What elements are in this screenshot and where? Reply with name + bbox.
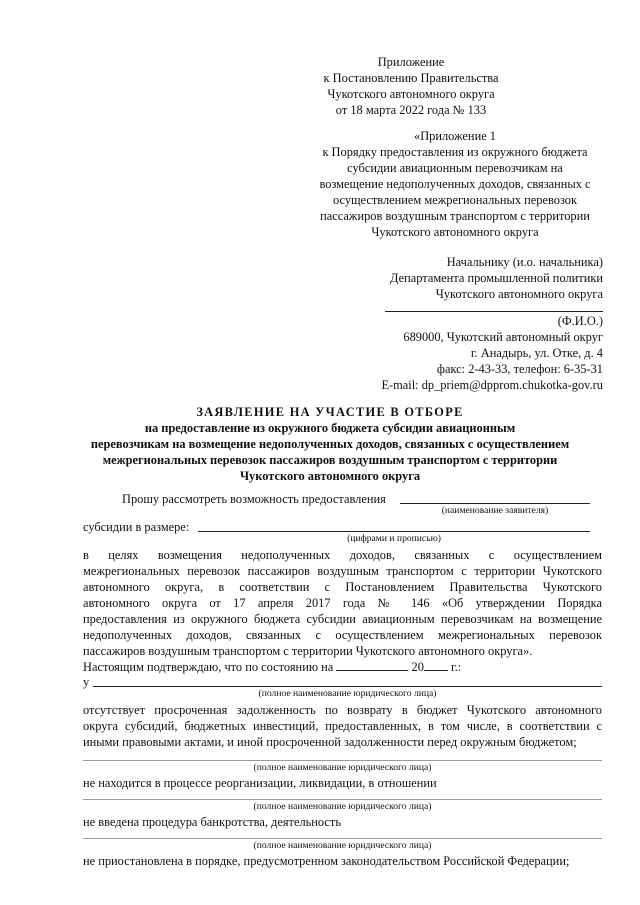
legal-caption-3: (полное наименование юридического лица) [253,801,432,812]
fio-caption: (Ф.И.О.) [557,314,603,328]
legal-name-field-2[interactable] [83,760,602,761]
title-sub-line: перевозчикам на возмещение недополученных доходов, связанных с осуществлением [90,437,570,451]
paragraph-line: автономного округа от 17 апреля 2017 года № 146 «Об утверждении Порядка [83,596,602,610]
appendix-line-2: к Постановлению Правительства [323,71,499,85]
fio-underline [385,311,603,312]
legal-caption-4: (полное наименование юридического лица) [253,840,432,851]
paragraph-line: межрегиональных перевозок пассажиров воздушным транспортом с территории Чукотского [83,564,602,578]
debt-line: иными правовыми актами, и иной просроченной задолженности перед окружным бюджетом; [83,735,577,749]
request-text: Прошу рассмотреть возможность предоставления [122,492,386,506]
debt-line: округа субсидий, бюджетных инвестиций, предоставленных, в том числе, в соответствии с [83,719,602,733]
paragraph-line: автономного округа, в соответствии с Постановлением Правительства Чукотского [83,580,602,594]
paragraph-line: недополученных доходов, связанных с осуществлением межрегиональных перевозок [83,628,602,642]
legal-name-field-3[interactable] [83,799,602,800]
page-title: ЗАЯВЛЕНИЕ НА УЧАСТИЕ В ОТБОРЕ [196,405,464,419]
appendix1-line: пассажиров воздушным транспортом с территории [320,209,590,223]
applicant-field[interactable] [400,503,590,504]
address-line: г. Анадырь, ул. Отке, д. 4 [470,346,603,360]
paragraph-line: предоставления из окружного бюджета субсидии авиационным перевозчикам на возмещение [83,612,602,626]
appendix1-line: возмещение недополученных доходов, связанных с [319,177,591,191]
appendix1-line: к Порядку предоставления из окружного бюджета [322,145,588,159]
addressee-line: Департамента промышленной политики [389,271,603,285]
appendix1-line: осуществлением межрегиональных перевозок [332,193,578,207]
addressee-line: Начальнику (и.о. начальника) [446,255,603,269]
title-sub-line: на предоставление из окружного бюджета субсидии авиационным [144,421,516,435]
appendix-line-4: от 18 марта 2022 года № 133 [335,103,487,117]
legal-name-field-1[interactable] [93,686,602,687]
address-line: E-mail: dp_priem@dpprom.chukotka-gov.ru [381,378,603,392]
subsidy-label: субсидии в размере: [83,520,190,534]
reorg-text: не находится в процессе реорганизации, ликвидации, в отношении [83,776,437,790]
suspend-text: не приостановлена в порядке, предусмотренном законодательством Российской Федерации; [83,854,570,868]
u-label: у [83,675,90,689]
confirm-year-field[interactable] [424,659,448,671]
appendix-line-1: Приложение [377,55,445,69]
confirm-prefix: Настоящим подтверждаю, что по состоянию на [83,660,334,674]
confirm-date-field[interactable] [336,659,408,671]
legal-caption-2: (полное наименование юридического лица) [253,762,432,773]
appendix1-line: субсидии авиационным перевозчикам на [347,161,563,175]
legal-name-field-4[interactable] [83,838,602,839]
address-line: 689000, Чукотский автономный округ [403,330,603,344]
appendix1-line: «Приложение 1 [414,129,496,143]
confirm-year: 20 [411,660,424,674]
confirm-line [83,659,461,675]
appendix-line-3: Чукотского автономного округа [327,87,495,101]
paragraph-line: в целях возмещения недополученных доходов, связанных с осуществлением [83,548,602,562]
amount-caption: (цифрами и прописью) [347,533,441,544]
amount-field[interactable] [198,531,590,532]
bankrupt-text: не введена процедура банкротства, деятельность [83,815,342,829]
addressee-line: Чукотского автономного округа [435,287,603,301]
legal-caption-1: (полное наименование юридического лица) [258,688,437,699]
title-sub-line: Чукотского автономного округа [239,469,421,483]
debt-line: отсутствует просроченная задолженность по возврату в бюджет Чукотского автономного [83,703,602,717]
appendix1-line: Чукотского автономного округа [371,225,539,239]
paragraph-last-line: пассажиров воздушным транспортом с территории Чукотского автономного округа». [83,644,533,658]
address-line: факс: 2-43-33, телефон: 6-35-31 [436,362,603,376]
confirm-suffix: г.: [451,660,462,674]
title-sub-line: межрегиональных перевозок пассажиров воздушным транспортом с территории [102,453,558,467]
applicant-caption: (наименование заявителя) [441,505,549,516]
